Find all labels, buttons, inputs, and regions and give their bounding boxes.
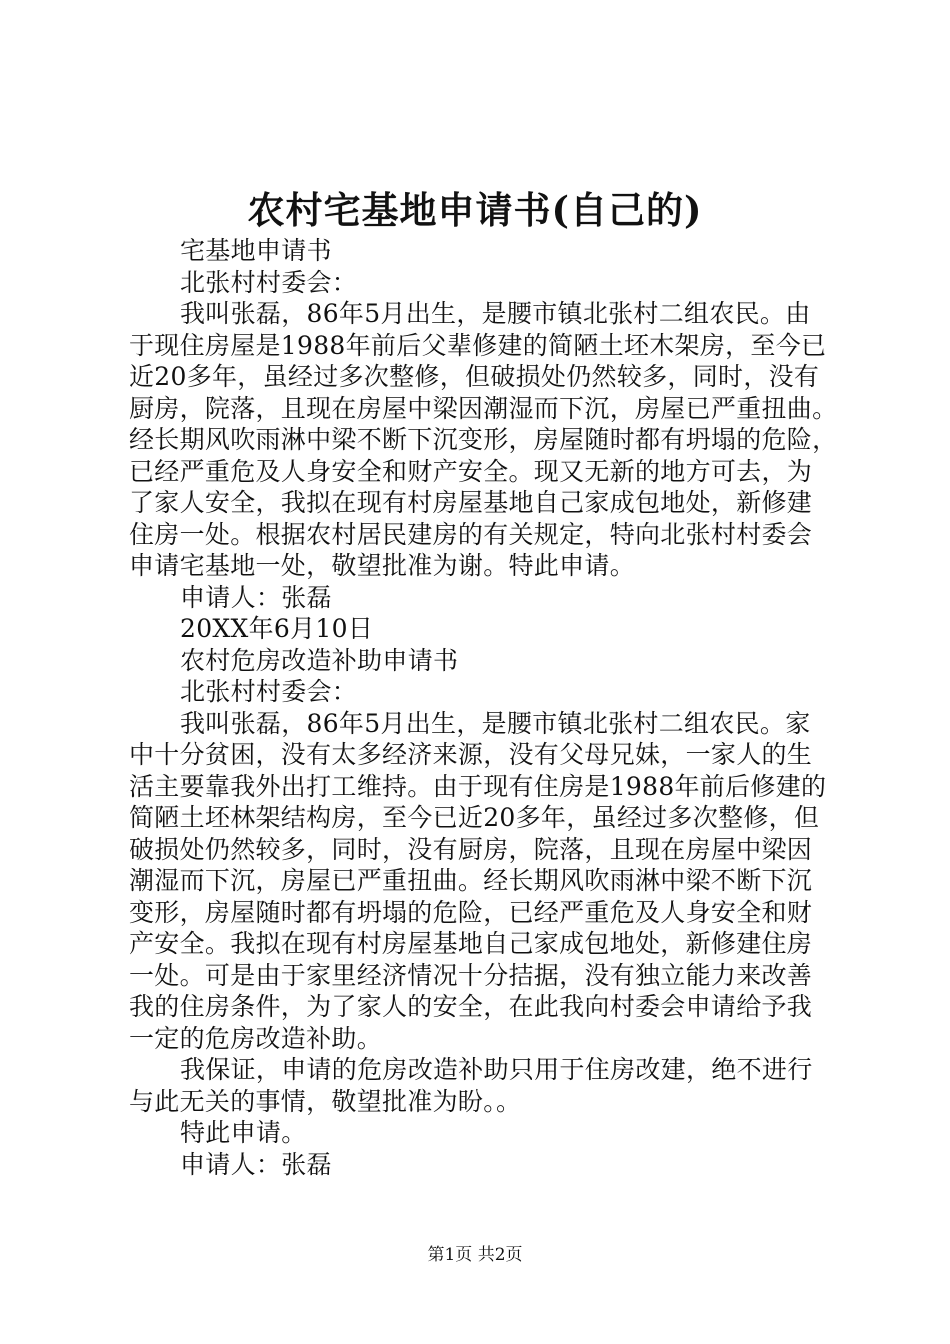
page-footer: 第1页 共2页: [427, 1245, 523, 1265]
document-title: 农村宅基地申请书(自己的): [247, 188, 703, 232]
text-line: 20XX年6月10日: [180, 614, 374, 643]
text-line: 北张村村委会：: [180, 267, 358, 297]
text-line: 中十分贫困，没有太多经济来源，没有父母兄妹，一家人的生: [129, 740, 813, 769]
text-line: 我叫张磊，86年5月出生，是腰市镇北张村二组农民。家: [180, 708, 811, 738]
text-line: 宅基地申请书: [180, 236, 332, 265]
text-line: 近20多年，虽经过多次整修，但破损处仍然较多，同时，没有: [129, 362, 820, 391]
text-line: 变形，房屋随时都有坍塌的危险，已经严重危及人身安全和财: [129, 897, 813, 927]
text-line: 潮湿而下沉，房屋已严重扭曲。经长期风吹雨淋中梁不断下沉: [129, 866, 813, 895]
text-line: 我叫张磊，86年5月出生，是腰市镇北张村二组农民。由: [180, 299, 811, 328]
text-line: 与此无关的事情，敬望批准为盼。。: [129, 1086, 522, 1116]
text-line: 产安全。我拟在现有村房屋基地自己家成包地处，新修建住房: [129, 929, 813, 958]
document-body: [129, 235, 838, 1180]
text-line: 于现住房屋是1988年前后父辈修建的简陋土坯木架房，至今已: [129, 330, 827, 360]
text-line: 破损处仍然较多，同时，没有厨房，院落，且现在房屋中梁因: [129, 834, 813, 864]
text-line: 一处。可是由于家里经济情况十分拮据，没有独立能力来改善: [129, 960, 813, 990]
text-line: 申请宅基地一处，敬望批准为谢。特此申请。: [129, 551, 636, 580]
text-line: 住房一处。根据农村居民建房的有关规定，特向北张村村委会: [129, 519, 813, 549]
text-line: 厨房，院落，且现在房屋中梁因潮湿而下沉，房屋已严重扭曲。: [129, 393, 838, 423]
text-line: 经长期风吹雨淋中梁不断下沉变形，房屋随时都有坍塌的危险，: [129, 425, 838, 454]
text-line: 已经严重危及人身安全和财产安全。现又无新的地方可去，为: [129, 456, 813, 486]
text-line: 简陋土坯林架结构房，至今已近20多年，虽经过多次整修，但: [129, 803, 820, 832]
text-line: 我的住房条件，为了家人的安全，在此我向村委会申请给予我: [129, 992, 813, 1021]
text-line: 特此申请。: [180, 1118, 307, 1147]
text-line: 申请人：张磊: [180, 1149, 332, 1179]
text-line: 一定的危房改造补助。: [129, 1023, 383, 1053]
text-line: 申请人：张磊: [180, 582, 332, 612]
text-line: 了家人安全，我拟在现有村房屋基地自己家成包地处，新修建: [129, 488, 813, 517]
text-line: 北张村村委会：: [180, 677, 358, 706]
text-line: 农村危房改造补助申请书: [180, 645, 459, 675]
text-line: 活主要靠我外出打工维持。由于现有住房是1988年前后修建的: [129, 771, 827, 801]
text-line: 我保证，申请的危房改造补助只用于住房改建，绝不进行: [180, 1055, 813, 1084]
